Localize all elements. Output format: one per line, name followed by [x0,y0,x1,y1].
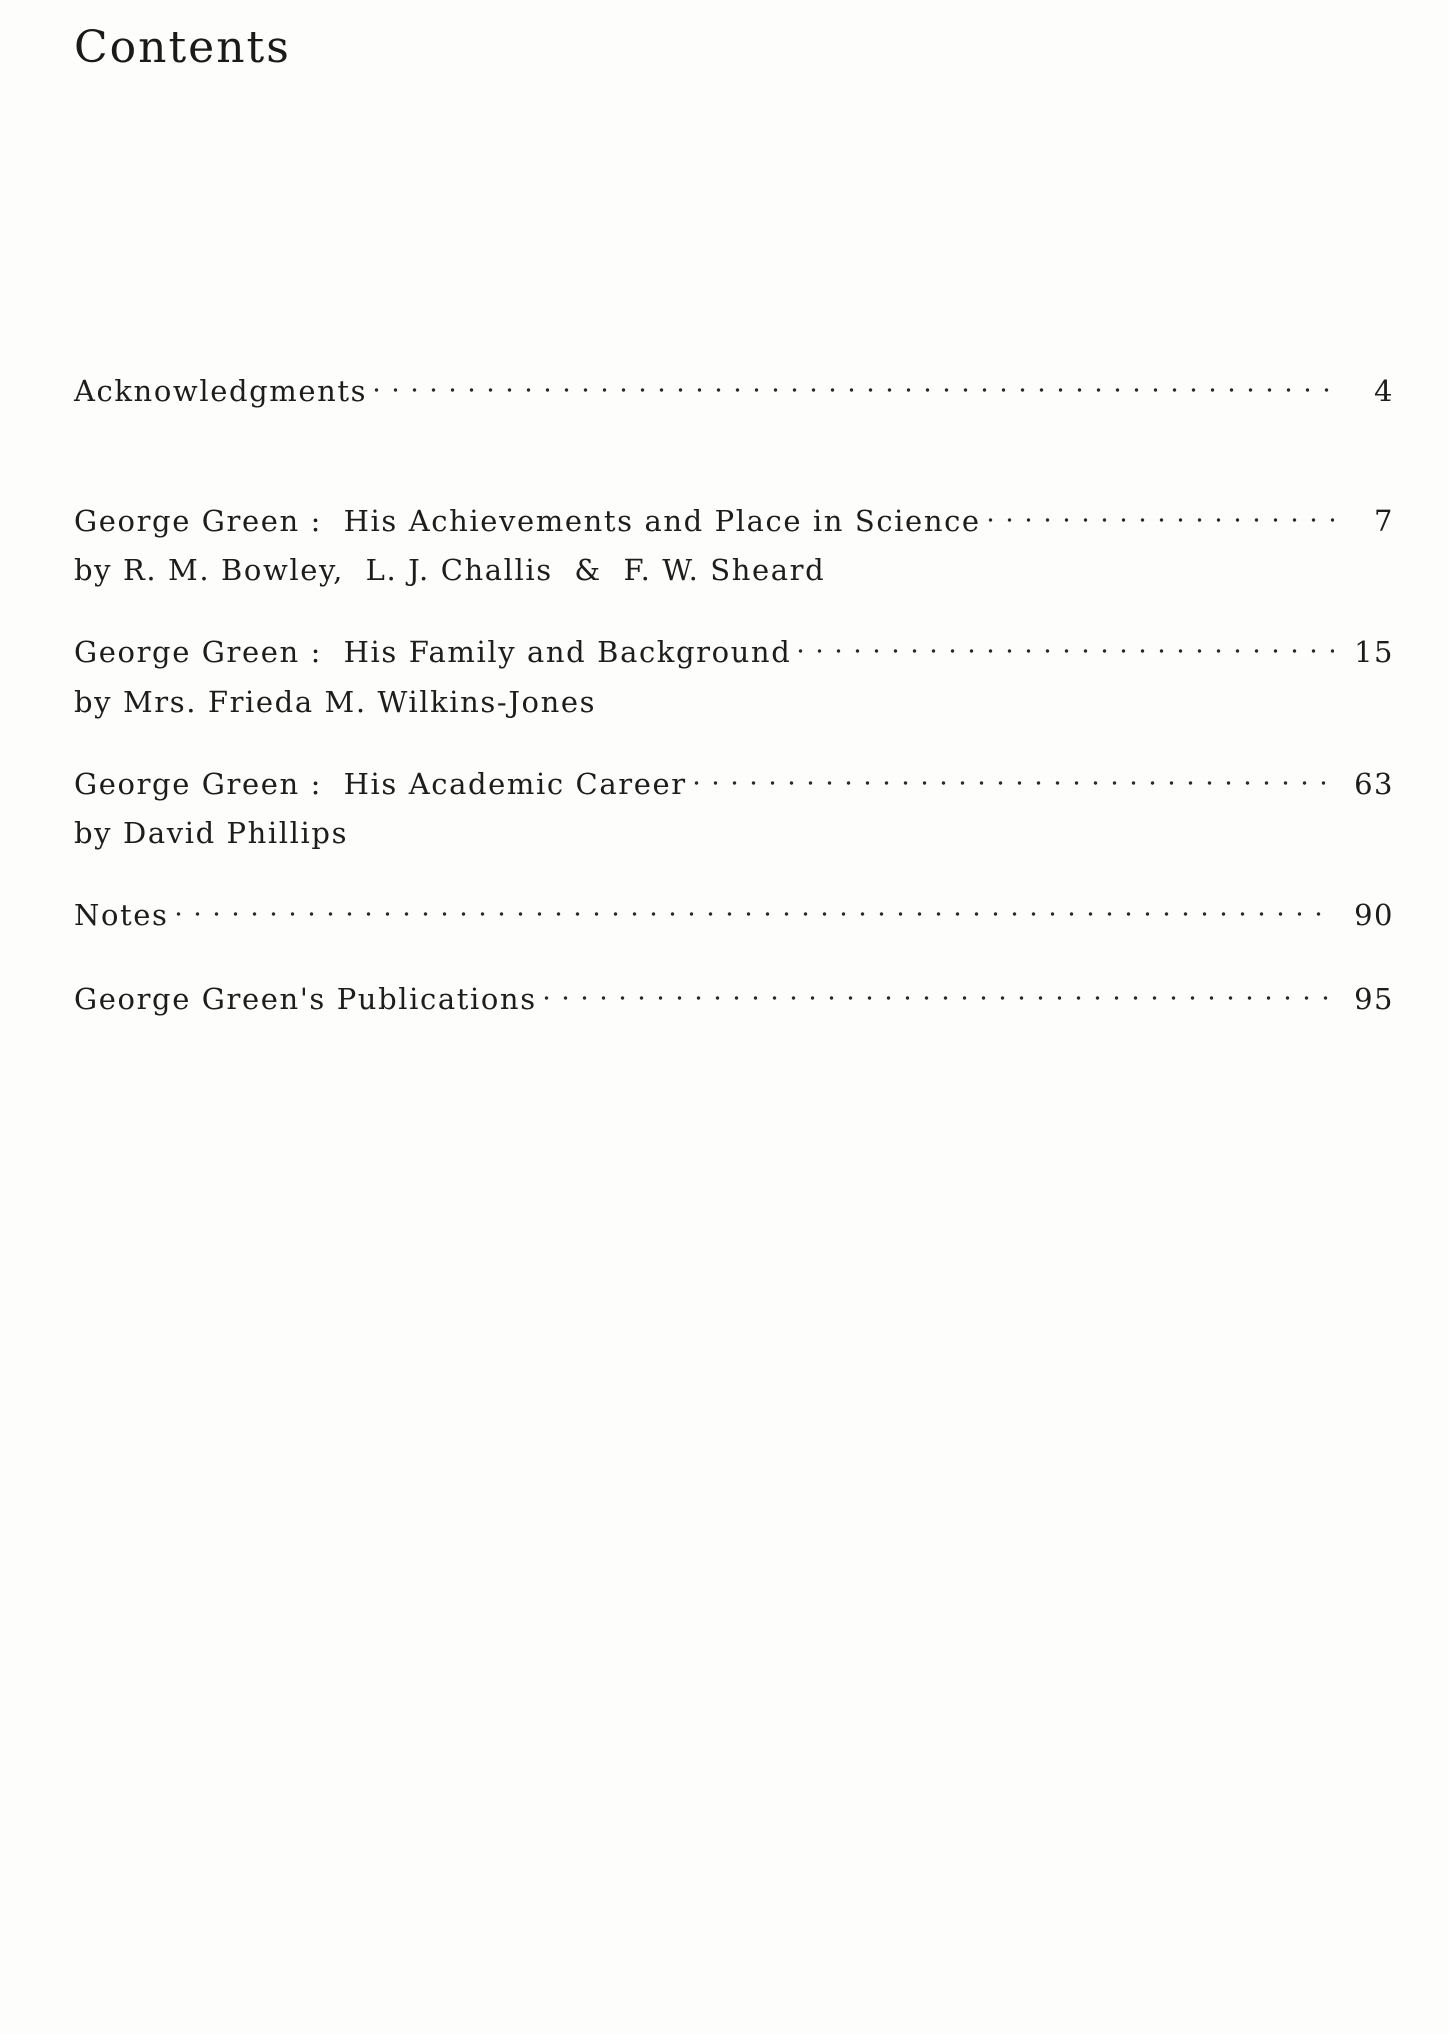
toc-entry-page-number: 4 [1374,374,1394,408]
dot-leader [687,765,1334,794]
toc-entry-line [74,500,1394,544]
toc-entry-page-number: 7 [1374,503,1394,538]
toc-entry-title: George Green's Publications [74,981,537,1016]
toc-entry-page-number: 15 [1354,635,1394,669]
toc-entry-line [74,978,1394,1022]
toc-entry-line [74,763,1394,807]
toc-entry-line [74,894,1394,938]
toc-entry-page-number: 90 [1354,898,1394,932]
dot-leader [791,633,1334,662]
toc-entry-family [74,631,1394,719]
toc-entry-line [74,370,1394,414]
toc-entry-author: by Mrs. Frieda M. Wilkins-Jones [74,684,597,719]
toc-entry-page-number: 63 [1354,766,1394,801]
toc-entry-page-number: 95 [1354,981,1394,1016]
page-title: Contents [74,22,291,73]
dot-leader [169,896,1334,925]
toc-entry-achievements [74,500,1394,588]
toc-entry-author: by R. M. Bowley, L. J. Challis & F. W. Sheard [74,553,826,587]
toc-entry-title: Acknowledgments [74,374,368,408]
dot-leader [367,372,1334,401]
toc-entry-author: by David Phillips [74,816,349,850]
toc-entry-line [74,631,1394,675]
toc-entry-publications [74,978,1394,1022]
table-of-contents [74,370,1394,1067]
toc-entry-notes [74,894,1394,938]
toc-entry-title: George Green : His Family and Background [74,635,792,669]
toc-entry-academic-career [74,763,1394,851]
toc-entry-title: George Green : His Achievements and Place in Science [74,503,981,538]
dot-leader [981,502,1334,531]
toc-entry-title: Notes [74,898,169,932]
toc-entry-title: George Green : His Academic Career [74,766,687,801]
toc-entry-acknowledgments [74,370,1394,414]
dot-leader [537,980,1334,1009]
